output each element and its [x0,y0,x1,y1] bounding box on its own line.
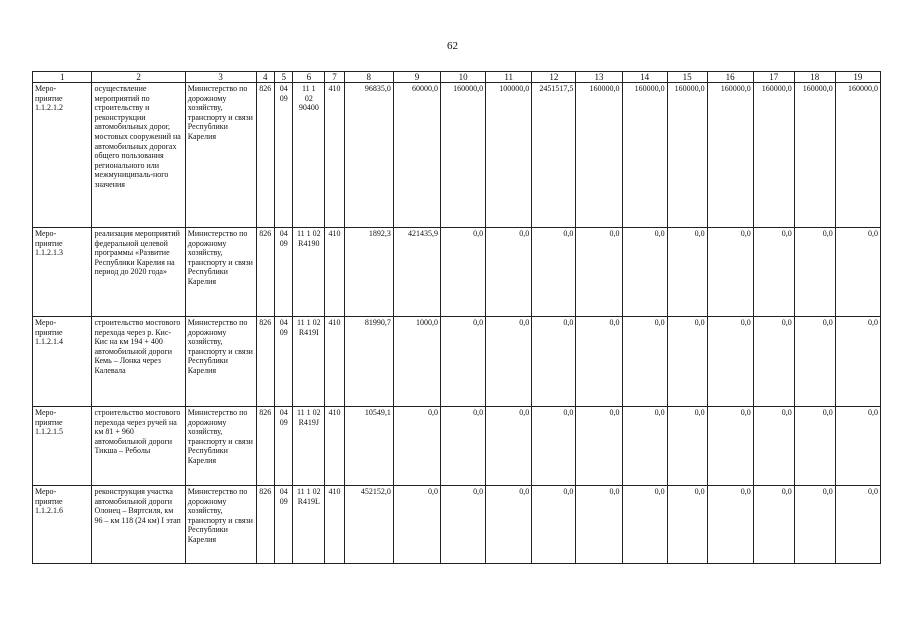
amount-cell: 0,0 [794,486,835,564]
amount-cell: 0,0 [393,486,440,564]
amount-cell: 0,0 [441,407,486,486]
target-item-code-cell: 11 1 02 R419I [293,317,325,407]
description-cell: строительство мостового перехода через р. Кис-Кис на км 194 + 400 автомобильной дороги Кемь – Лонка через Калевала [92,317,185,407]
amount-cell: 0,0 [576,407,622,486]
grbs-code-cell: 826 [256,228,274,317]
column-header: 1 [33,72,92,83]
amount-cell: 10549,1 [344,407,393,486]
description-cell: реализация мероприятий федеральной целевой программы «Развитие Республики Карелия на период до 2020 года» [92,228,185,317]
amount-cell: 160000,0 [441,83,486,228]
amount-cell: 0,0 [753,317,794,407]
amount-cell: 160000,0 [794,83,835,228]
amount-cell: 0,0 [707,228,753,317]
column-header: 4 [256,72,274,83]
section-code-cell: 04 09 [274,486,292,564]
amount-cell: 0,0 [835,486,880,564]
column-header: 8 [344,72,393,83]
amount-cell: 81990,7 [344,317,393,407]
activity-code-cell: Меро- приятие 1.1.2.1.6 [33,486,92,564]
activity-code-cell: Меро- приятие 1.1.2.1.2 [33,83,92,228]
amount-cell: 0,0 [707,486,753,564]
amount-cell: 0,0 [622,407,667,486]
amount-cell: 0,0 [835,228,880,317]
amount-cell: 0,0 [667,228,707,317]
amount-cell: 0,0 [486,317,532,407]
budget-table [32,71,881,564]
column-header: 15 [667,72,707,83]
section-code-cell: 04 09 [274,317,292,407]
amount-cell: 2451517,5 [532,83,576,228]
amount-cell: 0,0 [622,486,667,564]
expense-type-cell: 410 [325,407,344,486]
expense-type-cell: 410 [325,228,344,317]
amount-cell: 0,0 [794,317,835,407]
expense-type-cell: 410 [325,317,344,407]
amount-cell: 0,0 [532,407,576,486]
table-row [33,317,881,407]
amount-cell: 0,0 [753,407,794,486]
amount-cell: 0,0 [532,486,576,564]
column-header: 12 [532,72,576,83]
column-header: 10 [441,72,486,83]
target-item-code-cell: 11 1 02 R419L [293,486,325,564]
amount-cell: 0,0 [622,228,667,317]
activity-code-cell: Меро- приятие 1.1.2.1.3 [33,228,92,317]
column-header: 5 [274,72,292,83]
target-item-code-cell: 11 1 02 R4190 [293,228,325,317]
table-body [33,83,881,564]
amount-cell: 160000,0 [667,83,707,228]
amount-cell: 0,0 [667,317,707,407]
grbs-code-cell: 826 [256,83,274,228]
executor-cell: Министерство по дорожному хозяйству, транспорту и связи Республики Карелия [185,317,256,407]
target-item-code-cell: 11 1 02 90400 [293,83,325,228]
amount-cell: 0,0 [794,228,835,317]
amount-cell: 160000,0 [707,83,753,228]
table-row [33,407,881,486]
amount-cell: 0,0 [576,486,622,564]
target-item-code-cell: 11 1 02 R419J [293,407,325,486]
table-row [33,83,881,228]
section-code-cell: 04 09 [274,407,292,486]
grbs-code-cell: 826 [256,486,274,564]
grbs-code-cell: 826 [256,407,274,486]
amount-cell: 0,0 [441,486,486,564]
amount-cell: 0,0 [486,228,532,317]
executor-cell: Министерство по дорожному хозяйству, транспорту и связи Республики Карелия [185,228,256,317]
page-number: 62 [447,40,458,52]
amount-cell: 0,0 [576,317,622,407]
header-row [33,72,881,83]
amount-cell: 421435,9 [393,228,440,317]
amount-cell: 1892,3 [344,228,393,317]
amount-cell: 0,0 [532,317,576,407]
amount-cell: 1000,0 [393,317,440,407]
expense-type-cell: 410 [325,83,344,228]
amount-cell: 100000,0 [486,83,532,228]
description-cell: осуществление мероприятий по строительству и реконструкции автомобильных дорог, мостовых сооружений на автомобильных дорогах общего пользования регионального или межмуниципаль-ного значения [92,83,185,228]
column-header: 16 [707,72,753,83]
amount-cell: 96835,0 [344,83,393,228]
amount-cell: 160000,0 [835,83,880,228]
amount-cell: 0,0 [441,228,486,317]
column-header: 2 [92,72,185,83]
column-header: 3 [185,72,256,83]
amount-cell: 160000,0 [753,83,794,228]
amount-cell: 0,0 [393,407,440,486]
amount-cell: 0,0 [576,228,622,317]
activity-code-cell: Меро- приятие 1.1.2.1.5 [33,407,92,486]
amount-cell: 0,0 [667,407,707,486]
amount-cell: 0,0 [532,228,576,317]
executor-cell: Министерство по дорожному хозяйству, транспорту и связи Республики Карелия [185,486,256,564]
amount-cell: 0,0 [794,407,835,486]
activity-code-cell: Меро- приятие 1.1.2.1.4 [33,317,92,407]
amount-cell: 160000,0 [576,83,622,228]
table-row [33,486,881,564]
amount-cell: 0,0 [486,486,532,564]
section-code-cell: 04 09 [274,228,292,317]
section-code-cell: 04 09 [274,83,292,228]
description-cell: строительство мостового перехода через ручей на км 81 + 960 автомобильной дороги Тикша – Реболы [92,407,185,486]
amount-cell: 0,0 [486,407,532,486]
column-header: 14 [622,72,667,83]
column-header: 11 [486,72,532,83]
amount-cell: 0,0 [441,317,486,407]
amount-cell: 0,0 [707,407,753,486]
column-header: 9 [393,72,440,83]
expense-type-cell: 410 [325,486,344,564]
amount-cell: 0,0 [753,486,794,564]
description-cell: реконструкция участка автомобильной дороги Олонец – Вяртсиля, км 96 – км 118 (24 км) I этап [92,486,185,564]
amount-cell: 160000,0 [622,83,667,228]
amount-cell: 0,0 [753,228,794,317]
executor-cell: Министерство по дорожному хозяйству, транспорту и связи Республики Карелия [185,83,256,228]
amount-cell: 0,0 [707,317,753,407]
table-row [33,228,881,317]
column-header: 7 [325,72,344,83]
grbs-code-cell: 826 [256,317,274,407]
amount-cell: 0,0 [667,486,707,564]
column-header: 6 [293,72,325,83]
column-header: 17 [753,72,794,83]
column-header: 13 [576,72,622,83]
amount-cell: 0,0 [835,317,880,407]
amount-cell: 60000,0 [393,83,440,228]
column-header: 18 [794,72,835,83]
amount-cell: 0,0 [622,317,667,407]
amount-cell: 0,0 [835,407,880,486]
column-header: 19 [835,72,880,83]
executor-cell: Министерство по дорожному хозяйству, транспорту и связи Республики Карелия [185,407,256,486]
amount-cell: 452152,0 [344,486,393,564]
